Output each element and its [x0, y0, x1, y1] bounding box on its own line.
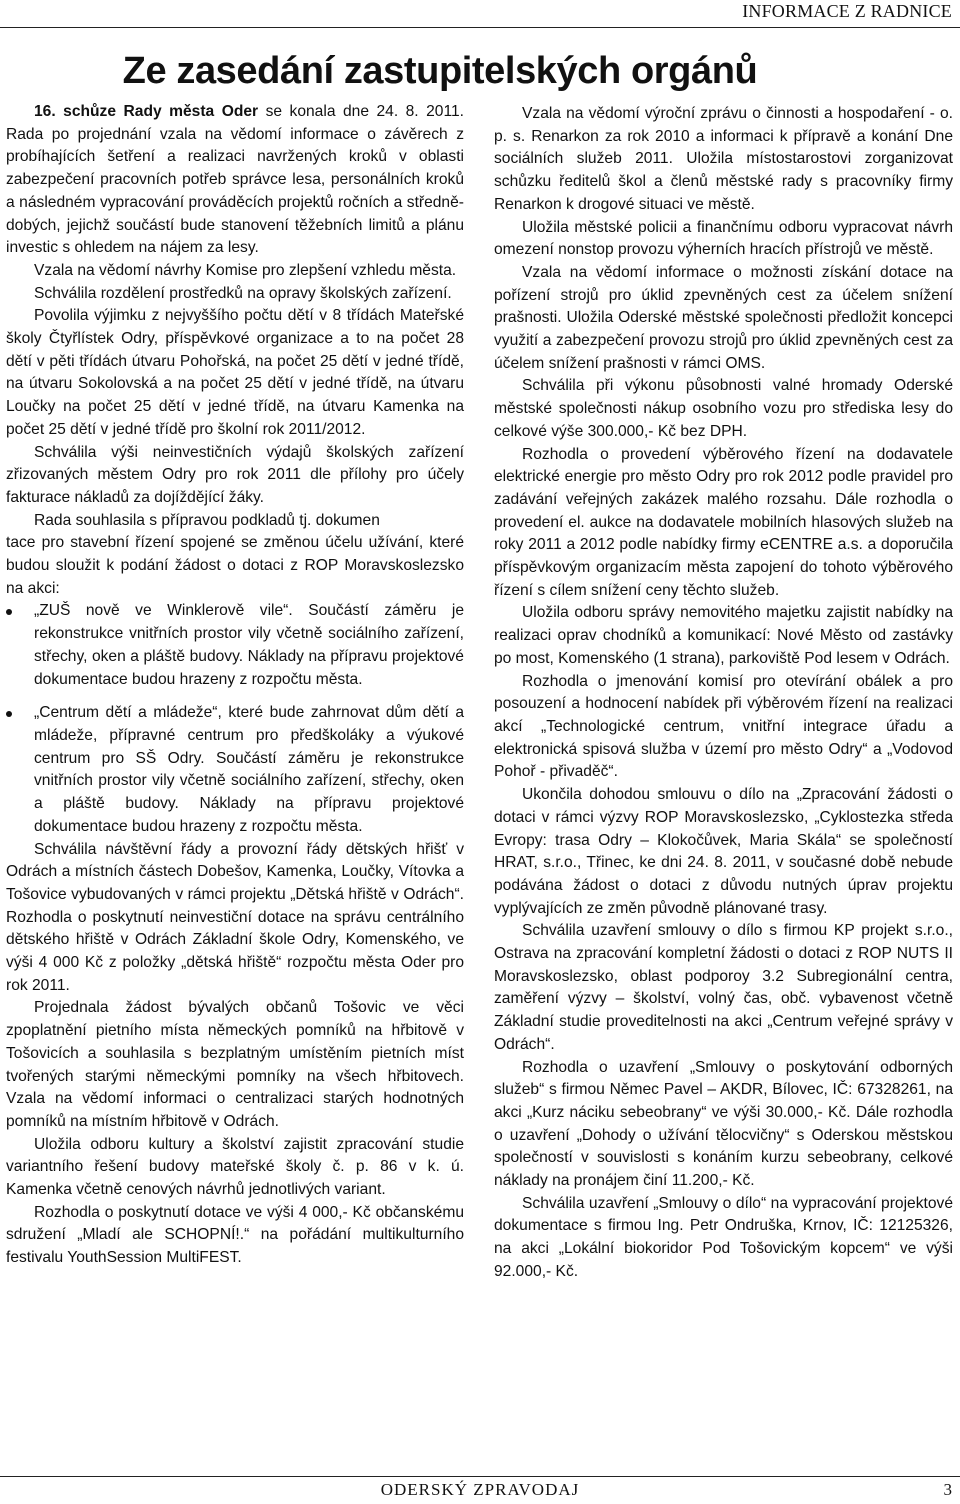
list-item: [6, 600, 464, 691]
bullet-icon: [6, 609, 12, 615]
paragraph-osobni-vuz: Schválila při výkonu působnosti valné hromady Oderské městské společnosti nákup osobního vozu pro střediska lesy do celkové výše 300.000,- Kč bez DPH.: [494, 377, 953, 440]
paragraph-herni-automaty: Uložila městské policii a finančnímu odboru vypracovat návrh omezení nonstop provozu výherních hracích přístrojů ve městě.: [494, 218, 953, 259]
bullet-icon: [6, 711, 12, 717]
paragraph-prostredky: Schválila rozdělení prostředků na opravy školských zařízení.: [34, 284, 452, 302]
article-title: [0, 52, 960, 90]
project-list: [6, 600, 464, 838]
paragraph-biokoridor: Schválila uzavření „Smlouvy o dílo“ na vypracování projektové dokumentace s firmou Ing. Petr Ondruška, Krnov, IČ: 12125326, na akci „Lokální biokoridor Pod Tošovickým kopcem“ ve výši 92.000,- Kč.: [494, 1194, 953, 1280]
paragraph-lead: [6, 101, 464, 260]
paragraph-podklady-2: tace pro stavební řízení spojené se změnou účelu užívání, které budou sloužit k podání žádost o dotaci z ROP Moravskoslezsko na akci:: [6, 534, 464, 597]
paragraph-kamenka: Uložila odboru kultury a školství zajistit zpracování studie variantního řešení budovy mateřské školy č. p. 86 v k. ú. Kamenka včetně cenových návrhů jednotlivých variant.: [6, 1135, 464, 1199]
paragraph-cyklostezka: Ukončila dohodou smlouvu o dílo na „Zpracování žádosti o dotaci v rámci výzvy ROP Moravskoslezsko, „Cyklostezka středa Evropy: trasa Odry – Klokočůvek, Maria Skála“ se společností HRAT, s.r.o., Třinec, ke dni 24. 8. 2011, v současné době nebude podávána žádost o dotaci z důvodu nutných úprav projektu vyplývajících ze změn původně plánované trasy.: [494, 786, 953, 917]
header-divider: [0, 27, 960, 28]
paragraph-tosovice: Projednala žádost bývalých občanů Tošovic ve věci zpoplatnění pietního místa německých pomníků na hřbitově v Tošovicích a souhlasila s bezplatným umístěním pietních míst tvořených starými německými pomníky na všech hřbitovech. Vzala na vědomí informaci o centralizaci starých hodnotných pomníků na místním hřbitově v Odrách.: [6, 999, 464, 1130]
article-title-text: Ze zasedání zastupitelských orgánů: [122, 50, 758, 92]
section-label: INFORMACE Z RADNICE: [742, 1, 952, 21]
paragraph-prasnost: Vzala na vědomí informace o možnosti získání dotace na pořízení strojů pro úklid zpevněných cest za účelem snížení prašnosti. Uložila Oderské městské společnosti předložit koncepci využití a zabezpečení provozu strojů pro úklid zpevněných cest za účelem snížení prašnosti v rámci OMS.: [494, 263, 953, 372]
paragraph-komise-obalky: Rozhodla o jmenování komisí pro otevírání obálek a pro posouzení a hodnocení nabídek při výběrovém řízení na realizaci akcí „Technologické centrum, vnitřní integrace úřadu a elektronická spisová služba v území pro město Odry“ a „Vodovod Pohoř - přivaděč“.: [494, 672, 953, 781]
publication-name: ODERSKÝ ZPRAVODAJ: [380, 1480, 580, 1499]
list-item-text: „Centrum dětí a mládeže“, které bude zahrnovat dům dětí a mládeže, přípravné centrum pro předškoláky a výukové centrum pro SŠ Odry. Součástí záměru je rekonstrukce vnitřních prostor vily včetně sociálního zařízení, střechy, oken a pláště budovy. Náklady na přípravu projektové dokumentace budou hrazeny z rozpočtu města.: [34, 704, 464, 835]
lead-text: se konala dne 24. 8. 2011. Rada po projednání vzala na vědomí informace o závěrech z probíhajících šetření a realizaci navržených kroků v oblasti zabezpečení pracovních potřeb správce lesa, personálních kroků a následném vypracování prováděcích projektů ročních a střednědobých, jejichž součástí bude stanovení těžebních limitů a plánu investic s ohledem na nájem za lesy.: [6, 103, 464, 257]
right-column: [494, 103, 953, 1284]
paragraph-multifest: Rozhodla o poskytnutí dotace ve výši 4 000,- Kč občanskému sdružení „Mladí ale SCHOPNÍ!.“ na pořádání multikulturního festivalu YouthSession MultiFEST.: [6, 1203, 464, 1267]
paragraph-hriste: Schválila návštěvní řády a provozní řády dětských hřišť v Odrách a místních částech Dobešov, Kamenka, Loučky, Vítovka a Tošovice vybudovaných v rámci projektu „Dětská hřiště v Odrách“. Rozhodla o poskytnutí neinvestiční dotace na správu centrálního dětského hřiště v Odrách Základní škole Odry, Komenského, ve výši 4 000 Kč z položky „dětská hřiště“ rozpočtu města Oder pro rok 2011.: [6, 840, 464, 994]
paragraph-sebeobrana: Rozhodla o uzavření „Smlouvy o poskytování odborných služeb“ s firmou Němec Pavel – AKDR, Bílovec, IČ: 67328261, na akci „Kurz náciku sebeobrany“ ve výši 30.000,- Kč. Dále rozhodla o uzavření „Dohody o užívání tělocvičny“ s Oderskou městskou společností v souvislosti s konáním kurzu sebeobrany, celkové náklady na pronájem činí 11.200,- Kč.: [494, 1058, 953, 1190]
left-column: [6, 101, 464, 1270]
paragraph-renarkon: Vzala na vědomí výroční zprávu o činnosti a hospodaření - o. p. s. Renarkon za rok 2010 a informaci k přípravě a konání Dne sociálních služeb 2011. Uložila místostarostovi zorganizovat schůzku ředitelů škol a členů městské rady s pracovníky firmy Renarkon k drogové situaci ve městě.: [494, 105, 953, 213]
paragraph-vyjimka-ms: Povolila výjimku z nejvyššího počtu dětí v 8 třídách Mateřské školy Čtyřlístek Odry, příspěvkové organizace a to na počet 28 dětí v pěti třídách útvaru Pohořská, na počet 25 dětí v jedné třídě, na útvaru Sokolovská a na počet 25 dětí v jedné třídě, na útvaru Loučky na počet 25 dětí v jedné třídě, na útvaru Kamenka na počet 25 dětí v jedné třídě pro školní rok 2011/2012.: [6, 307, 464, 438]
paragraph-energie: Rozhodla o provedení výběrového řízení na dodavatele elektrické energie pro město Odry pro rok 2012 podle pravidel pro zadávání veřejných zakázek malého rozsahu. Dále rozhodla o provedení el. aukce na dodavatele mobilních hlasových služeb na roky 2011 a 2012 podle nabídky firmy eCENTRE a.s. a doporučila příspěvkovým organizacím města zapojení do tohoto výběrového řízení s cílem snížení ceny těchto služeb.: [494, 445, 953, 599]
lead-bold-text: 16. schůze Rady města Oder: [34, 103, 259, 120]
paragraph-chodniky: Uložila odboru správy nemovitého majetku zajistit nabídky na realizaci oprav chodníků a komunikací: Nové Město od zastávky po most, Komenského (1 strana), parkoviště Pod lesem v Odrách.: [494, 604, 953, 667]
paragraph-kp-projekt: Schválila uzavření smlouvy o dílo s firmou KP projekt s.r.o., Ostrava na zpracování kompletní žádosti o dotaci z ROP NUTS II Moravskoslezsko, oblast podporoy 3.2 Subregionální centra, zaměření výzvy – školství, volný čas, obč. vybavenost včetně Základní studie proveditelnosti na akci „Centrum veřejné správy v Odrách“.: [494, 922, 953, 1053]
paragraph-podklady-1: Rada souhlasila s přípravou podkladů tj. dokumen: [34, 511, 380, 529]
paragraph-komise: Vzala na vědomí návrhy Komise pro zlepšení vzhledu města.: [34, 261, 457, 279]
page-number: 3: [943, 1480, 952, 1499]
list-item: [6, 702, 464, 838]
page-header: [0, 0, 960, 28]
paragraph-neinvesticni-vydaje: Schválila výši neinvestičních výdajů školských zařízení zřizovaných městem Odry pro rok 2011 dle přílohy pro účely fakturace nákladů za dojíždějící žáky.: [6, 443, 464, 506]
footer-divider: [0, 1476, 960, 1477]
list-item-text: „ZUŠ nově ve Winklerově vile“. Součástí záměru je rekonstrukce vnitřních prostor vily včetně sociálního zařízení, střechy, oken a pláště budovy. Náklady na přípravu projektové dokumentace budou hrazeny z rozpočtu města.: [34, 602, 464, 688]
